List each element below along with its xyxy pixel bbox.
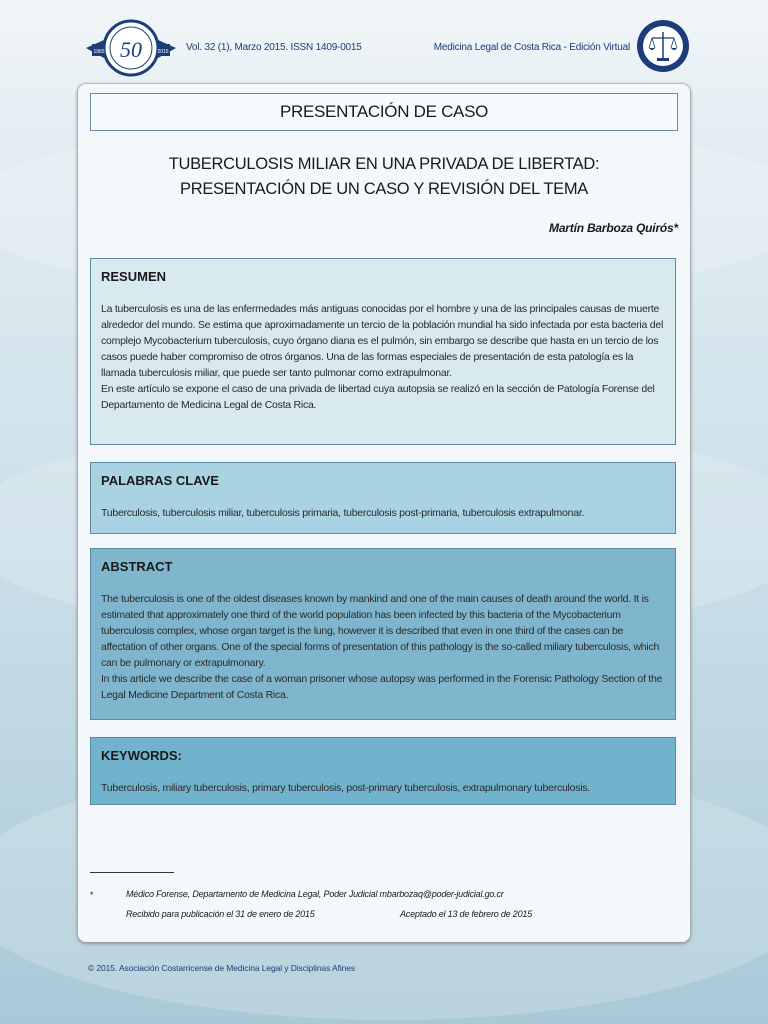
article-title-line: PRESENTACIÓN DE UN CASO Y REVISIÓN DEL TEMA [180,180,588,198]
copyright-notice: © 2015. Asociación Costarricense de Medicina Legal y Disciplinas Afines [88,963,356,973]
resumen-heading: RESUMEN [101,269,167,284]
abstract-paragraph: The tuberculosis is one of the oldest diseases known by mankind and one of the main causes of death around the world. It is estimated that approximately one third of the world population has been infected by this bacteria of the Mycobacterium tuberculosis complex, whose organ target is the lung, however it is described that even in one third of the cases can be affectation of other organs. One of the special forms of presentation of this pathology is the so-called miliary tuberculosis, which can be pulmonary or extrapulmonary. [101,593,660,669]
seal-year-right: 2015 [157,49,169,55]
palabras-clave-text: Tuberculosis, tuberculosis miliar, tuberculosis primaria, tuberculosis post-primaria, tuberculosis extrapulmonar. [101,507,585,519]
footnote-divider [90,872,174,873]
palabras-clave-heading: PALABRAS CLAVE [101,473,219,488]
anniversary-seal-logo [82,18,180,78]
keywords-box [90,737,676,805]
resumen-paragraph: En este artículo se expone el caso de una privada de libertad cuya autopsia se realizó en la sección de Patología Forense del Departamento de Medicina Legal de Costa Rica. [101,383,655,411]
page-header [0,0,768,82]
resumen-paragraph: La tuberculosis es una de las enfermedades más antiguas conocidas por el hombre y una de las principales causas de muerte alrededor del mundo. Se estima que aproximadamente un tercio de la población mundial ha sido infectada por esta bacteria del complejo Mycobacterium tuberculosis, cuyo órgano diana es el pulmón, sin embargo se describe que hasta en un tercio de los casos puede haber compromiso de otros órganos. Una de las formas especiales de presentación de esta patología es la llamada tuberculosis miliar, que puede ser tanto pulmonar como extrapulmonar. [101,303,664,379]
section-type-label: PRESENTACIÓN DE CASO [90,93,678,131]
seal-anniversary-number: 50 [120,37,142,62]
article-title [98,152,670,202]
resumen-box [90,258,676,445]
abstract-heading: ABSTRACT [101,559,173,574]
volume-info: Vol. 32 (1), Marzo 2015. ISSN 1409-0015 [186,42,362,53]
keywords-text: Tuberculosis, miliary tuberculosis, primary tuberculosis, post-primary tuberculosis, extrapulmonary tuberculosis. [101,782,590,794]
journal-name: Medicina Legal de Costa Rica - Edición Virtual [433,42,630,53]
palabras-clave-box [90,462,676,534]
footnote-affiliation: Médico Forense, Departamento de Medicina Legal, Poder Judicial mbarbozaq@poder-judicial.go.cr [126,889,504,899]
article-title-line: TUBERCULOSIS MILIAR EN UNA PRIVADA DE LIBERTAD: [168,155,600,173]
received-date: Recibido para publicación el 31 de enero de 2015 [126,909,315,919]
association-seal-logo [636,18,690,74]
seal-year-left: 1965 [93,49,105,55]
accepted-date: Aceptado el 13 de febrero de 2015 [400,909,533,919]
article-card [78,84,690,942]
footnote-marker: * [90,890,94,900]
keywords-heading: KEYWORDS: [101,748,182,763]
article-author: Martín Barboza Quirós* [549,221,678,235]
abstract-paragraph: In this article we describe the case of a woman prisoner whose autopsy was performed in the Forensic Pathology Section of the Legal Medicine Department of Costa Rica. [101,673,663,701]
abstract-box [90,548,676,720]
